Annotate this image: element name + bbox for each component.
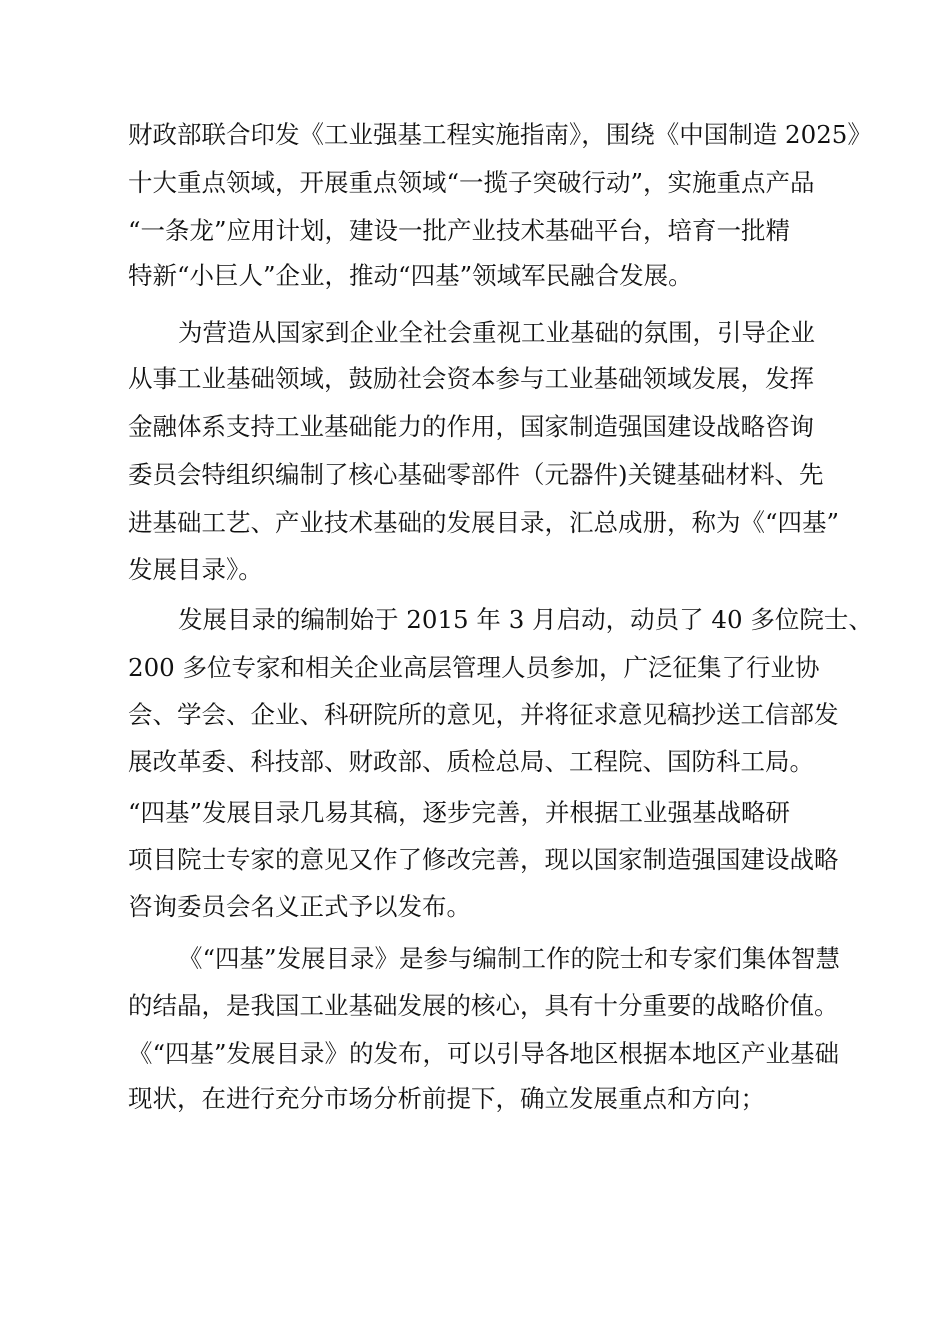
paragraph-3-line-6: 项目院士专家的意见又作了修改完善，现以国家制造强国建设战略 bbox=[128, 845, 839, 874]
paragraph-4-line-1: 《“四基”发展目录》是参与编制工作的院士和专家们集体智慧 bbox=[178, 944, 841, 973]
paragraph-3-line-4: 展改革委、科技部、财政部、质检总局、工程院、国防科工局。 bbox=[128, 747, 814, 776]
paragraph-2-line-1: 为营造从国家到企业全社会重视工业基础的氛围，引导企业 bbox=[178, 318, 815, 347]
paragraph-1-line-2: 十大重点领域，开展重点领域“一揽子突破行动”，实施重点产品 bbox=[128, 168, 815, 197]
paragraph-2-line-6: 发展目录》。 bbox=[128, 555, 263, 584]
paragraph-1-line-3: “一条龙”应用计划，建设一批产业技术基础平台，培育一批精 bbox=[128, 216, 791, 245]
paragraph-3-line-3: 会、学会、企业、科研院所的意见，并将征求意见稿抄送工信部发 bbox=[128, 700, 839, 729]
paragraph-2-line-2: 从事工业基础领域，鼓励社会资本参与工业基础领域发展，发挥 bbox=[128, 364, 814, 393]
paragraph-3-line-1: 发展目录的编制始于 2015 年 3 月启动，动员了 40 多位院士、 bbox=[178, 605, 873, 634]
paragraph-1-line-4: 特新“小巨人”企业，推动“四基”领域军民融合发展。 bbox=[128, 261, 693, 290]
paragraph-3-line-2: 200 多位专家和相关企业高层管理人员参加，广泛征集了行业协 bbox=[128, 653, 820, 682]
paragraph-4-line-2: 的结晶，是我国工业基础发展的核心，具有十分重要的战略价值。 bbox=[128, 991, 839, 1020]
paragraph-3-line-7: 咨询委员会名义正式予以发布。 bbox=[128, 892, 471, 921]
paragraph-2-line-5: 进基础工艺、产业技术基础的发展目录，汇总成册，称为《“四基” bbox=[128, 508, 840, 537]
paragraph-2-line-4: 委员会特组织编制了核心基础零部件（元器件)关键基础材料、先 bbox=[128, 460, 824, 489]
paragraph-4-line-3: 《“四基”发展目录》的发布，可以引导各地区根据本地区产业基础 bbox=[128, 1039, 840, 1068]
paragraph-1-line-1: 财政部联合印发《工业强基工程实施指南》，围绕《中国制造 2025》 bbox=[128, 120, 872, 149]
paragraph-3-line-5: “四基”发展目录几易其稿，逐步完善，并根据工业强基战略研 bbox=[128, 798, 791, 827]
paragraph-2-line-3: 金融体系支持工业基础能力的作用，国家制造强国建设战略咨询 bbox=[128, 412, 814, 441]
paragraph-4-line-4: 现状，在进行充分市场分析前提下，确立发展重点和方向； bbox=[128, 1084, 765, 1113]
